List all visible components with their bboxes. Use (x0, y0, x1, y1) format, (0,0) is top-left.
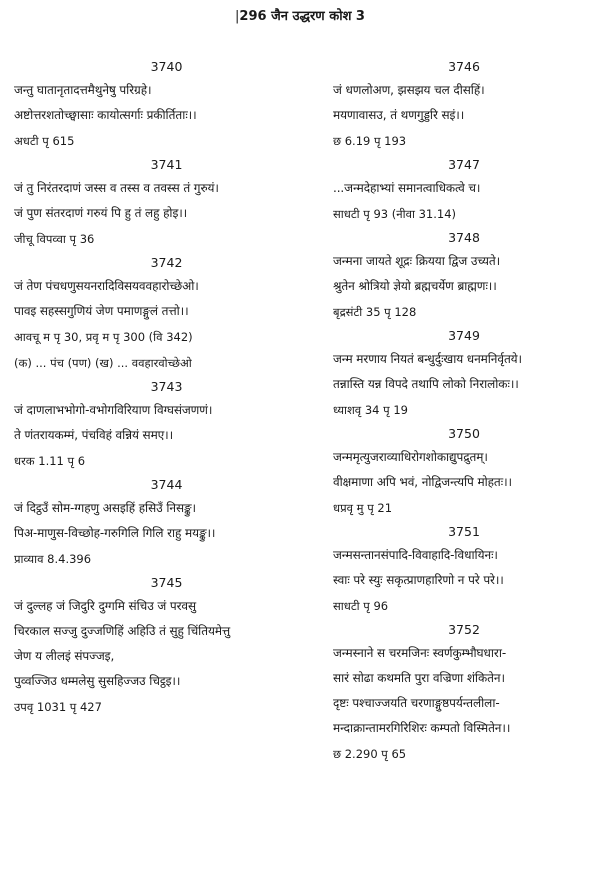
entry-number: 3744 (150, 477, 183, 492)
quotation-entry (333, 56, 595, 154)
header-bar: | (235, 9, 240, 24)
source-reference: छ 2.290 पृ 65 (333, 747, 407, 761)
quotation-entry (333, 521, 595, 619)
quotation-entry (14, 56, 319, 154)
quotation-entry (14, 572, 319, 720)
verse-line: जन्मस्नाने स चरमजिनः स्वर्णकुम्भौघधारा- (333, 646, 507, 660)
verse-line: अष्टोत्तरशतोच्छ्वासाः कायोत्सर्गाः प्रकीर्तिताः।। (14, 108, 197, 122)
verse-line: सारं सोढा कथमति पुरा वज्रिणा शंकितेन। (333, 671, 505, 685)
verse-line: जन्तु घातानृतादत्तमैथुनेषु परिग्रहे। (14, 83, 152, 97)
quotation-entry (14, 252, 319, 376)
entry-number: 3746 (448, 59, 480, 74)
page-number: 296 (239, 9, 267, 24)
verse-line: जन्मना जायते शूद्रः क्रियया द्विज उच्यते। (333, 254, 501, 268)
verse-line: स्वाः परे स्युः सकृत्प्राणहारिणो न परे परे।। (333, 573, 504, 587)
verse-line: श्रुतेन श्रोत्रियो ज्ञेयो ब्रह्मचर्येण ब्राह्मणः।। (333, 279, 497, 293)
source-reference: अधटी पृ 615 (14, 134, 75, 148)
verse-line: जं धणलोअण, झसझय चल दीसहिं। (333, 83, 485, 97)
source-reference: धरक 1.11 पृ 6 (14, 454, 86, 468)
verse-line: पावइ सहस्सगुणियं जेण पमाणङ्गुलं तत्तो।। (14, 304, 189, 318)
book-title: जैन उद्धरण कोश 3 (271, 9, 365, 24)
entry-number: 3752 (448, 622, 480, 637)
source-reference: ध्याशवृ 34 पृ 19 (333, 403, 408, 417)
verse-line: वीक्षमाणा अपि भवं, नोद्विजन्त्यपि मोहतः।। (333, 475, 512, 489)
source-reference: आवचू म पृ 30, प्रवृ म पृ 300 (वि 342) (14, 330, 193, 344)
verse-line: जं तेण पंचधणुसयनरादिविसयववहारोच्छेओ। (14, 279, 199, 293)
entry-number: 3741 (150, 157, 183, 172)
verse-line: जन्म मरणाय नियतं बन्धुर्दुःखाय धनमनिर्वृतये। (333, 352, 522, 366)
entry-number: 3742 (150, 255, 183, 270)
verse-line: मन्दाक्रान्तामरगिरिशिरः कम्पतो विस्मितेन।। (333, 721, 511, 735)
entry-number: 3748 (448, 230, 480, 245)
verse-line: जन्मसन्तानसंपादि-विवाहादि-विधायिनः। (333, 548, 498, 562)
verse-line: ...जन्मदेहाभ्यां समानत्वाधिकत्वे च। (333, 181, 481, 195)
verse-line: जं दिट्ठउँ सोम-ग्गहणु असइहिं हसिउँ निसङ्कु। (14, 501, 196, 515)
source-reference: साधटी पृ 96 (333, 599, 389, 613)
entry-number: 3747 (448, 157, 480, 172)
entry-number: 3749 (448, 328, 480, 343)
source-reference: (क) ... पंच (पण) (ख) ... ववहारवोच्छेओ (14, 356, 192, 370)
verse-line: जं तु निरंतरदाणं जस्स व तस्स व तवस्स तं गुरुयं। (14, 181, 219, 195)
quotation-entry (14, 376, 319, 474)
entry-number: 3745 (150, 575, 183, 590)
verse-line: ते णंतरायकम्मं, पंचविहं वन्नियं समए।। (14, 428, 174, 442)
entry-number: 3740 (150, 59, 183, 74)
page-header (0, 6, 600, 24)
quotation-entry (333, 325, 595, 423)
quotation-entry (14, 474, 319, 572)
source-reference: छ 6.19 पृ 193 (333, 134, 407, 148)
quotation-entry (333, 619, 595, 767)
quotation-entry (333, 227, 595, 325)
verse-line: पुव्वज्जिउ धम्मलेसु सुसहिज्जउ चिट्ठइ।। (14, 674, 181, 688)
verse-line: जं पुण संतरदाणं गरुयं पि हु तं लहु होइ।। (14, 206, 188, 220)
verse-line: दृष्टः पश्चाज्जयति चरणाङ्गुष्ठपर्यन्तलीला- (333, 696, 500, 710)
verse-line: पिअ-माणुस-विच्छोह-गरुगिलि गिलि राहु मयङ्कु।। (14, 526, 216, 540)
verse-line: जन्ममृत्युजराव्याधिरोगशोकाद्युपद्रुतम्। (333, 450, 488, 464)
source-reference: प्राव्याव 8.4.396 (14, 552, 92, 566)
quotation-entry (333, 423, 595, 521)
source-reference: जीचू विपव्वा पृ 36 (14, 232, 95, 246)
source-reference: धप्रवृ मु पृ 21 (333, 501, 393, 515)
entry-number: 3743 (150, 379, 183, 394)
verse-line: जं दुल्लह जं जिदुरि दुग्गमि संचिउ जं परवसु (14, 599, 197, 613)
entry-number: 3750 (448, 426, 480, 441)
right-column (333, 56, 595, 767)
source-reference: साधटी पृ 93 (नीवा 31.14) (333, 207, 457, 221)
left-column (14, 56, 319, 720)
source-reference: बृद्रसंटी 35 पृ 128 (333, 305, 417, 319)
quotation-entry (333, 154, 595, 227)
verse-line: चिरकाल सज्जु दुज्जणिहिं अहिउि तं सुहु चिंतियमेत्तु (14, 624, 231, 638)
verse-line: जं दाणलाभभोगो-वभोगविरियाण विग्घसंजणणं। (14, 403, 213, 417)
verse-line: मयणावासउ, तं थणगुड्डरि सइं।। (333, 108, 465, 122)
quotation-entry (14, 154, 319, 252)
source-reference: उपवृ 1031 पृ 427 (14, 700, 102, 714)
entry-number: 3751 (448, 524, 480, 539)
verse-line: तन्नास्ति यन्न विपदे तथापि लोको निरालोकः।। (333, 377, 519, 391)
verse-line: जेण य लीलइं संपज्जइ, (14, 649, 115, 663)
